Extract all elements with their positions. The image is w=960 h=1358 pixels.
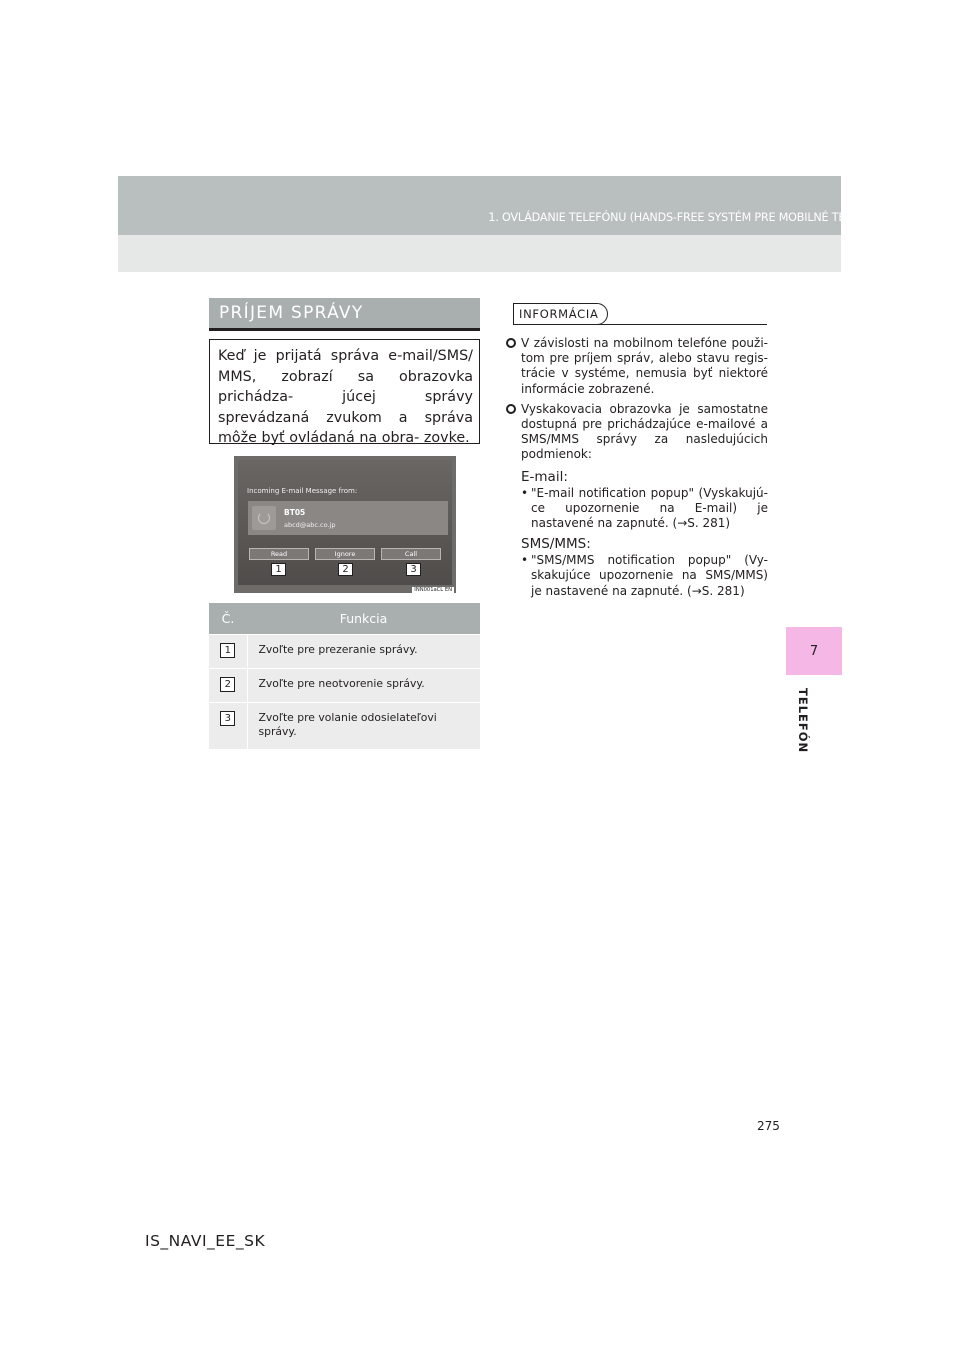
message-panel: [248, 501, 448, 535]
chapter-label: TELEFÓN: [796, 688, 810, 754]
screenshot-figure: [234, 456, 456, 593]
read-button[interactable]: Read: [249, 548, 309, 560]
info-block: [506, 336, 768, 602]
column-header-no: Č.: [209, 603, 247, 635]
bullet-icon: [506, 404, 516, 414]
table-row: [209, 669, 480, 703]
sender-email: abcd@abc.co.jp: [284, 521, 336, 529]
column-header-function: Funkcia: [247, 603, 480, 635]
screen-display: [238, 460, 452, 585]
row-number: 3: [220, 711, 235, 726]
table-row: [209, 635, 480, 669]
row-text: Zvoľte pre volanie odosielateľovi správy.: [247, 703, 480, 749]
sms-heading: SMS/MMS:: [521, 536, 591, 553]
document-code: IS_NAVI_EE_SK: [145, 1232, 266, 1250]
callout-1: 1: [271, 563, 286, 576]
sender-name: BT05: [284, 508, 306, 517]
page-header-title: 1. OVLÁDANIE TELEFÓNU (HANDS-FREE SYSTÉM PRE MOBILNÉ TELEFÓNY): [488, 211, 892, 224]
row-text: Zvoľte pre prezeranie správy.: [247, 635, 480, 669]
email-condition-text: "E-mail notification popup" (Vyskakujú- ce upozornenie na E-mail) je nastavené na zapnuté. (→S. 281): [531, 485, 768, 531]
function-table: [209, 603, 480, 749]
row-number-cell: [209, 703, 247, 749]
section-title: PRÍJEM SPRÁVY: [209, 298, 480, 331]
ignore-button[interactable]: Ignore: [315, 548, 375, 560]
list-mark: •: [521, 553, 529, 568]
email-condition: [506, 486, 768, 532]
chapter-tab: [786, 627, 842, 675]
screen-title: Incoming E-mail Message from:: [247, 487, 358, 495]
bullet-icon: [506, 338, 516, 348]
table-header-row: [209, 603, 480, 635]
email-heading: E-mail:: [521, 468, 568, 485]
sms-condition: [506, 553, 768, 599]
contact-avatar: [252, 506, 276, 530]
lead-paragraph: Keď je prijatá správa e-mail/SMS/ MMS, zobrazí sa obrazovka prichádza- júcej správy sprevádzaná zvukom a správa môže byť ovládaná na obra- zovke.: [209, 339, 480, 444]
table-row: [209, 703, 480, 749]
info-bullet: [506, 336, 768, 397]
chapter-number: 7: [809, 643, 819, 659]
call-button[interactable]: Call: [381, 548, 441, 560]
info-bullet: [506, 402, 768, 463]
callout-3: 3: [406, 563, 421, 576]
info-bullet-text: V závislosti na mobilnom telefóne použi- tom pre príjem správ, alebo stavu regis- trácie v systéme, nemusia byť niektoré informácie zobrazené.: [521, 336, 768, 396]
image-code: INN001aCL EN: [414, 587, 452, 593]
sms-condition-text: "SMS/MMS notification popup" (Vy- skakujúce upozornenie na SMS/MMS) je nastavené na zapnuté. (→S. 281): [531, 553, 768, 598]
row-text: Zvoľte pre neotvorenie správy.: [247, 669, 480, 703]
callout-2: 2: [338, 563, 353, 576]
info-divider: [513, 324, 767, 325]
header-subband: [118, 235, 841, 272]
loading-icon: [258, 512, 270, 524]
header-band: [118, 176, 841, 235]
row-number-cell: [209, 669, 247, 703]
row-number: 1: [220, 643, 235, 658]
row-number: 2: [220, 677, 235, 692]
row-number-cell: [209, 635, 247, 669]
info-label: INFORMÁCIA: [513, 303, 608, 325]
page-number: 275: [757, 1119, 780, 1133]
list-mark: •: [521, 485, 529, 500]
info-bullet-text: Vyskakovacia obrazovka je samostatne dostupná pre prichádzajúce e-mailové a SMS/MMS správy za nasledujúcich podmienok:: [521, 401, 768, 462]
